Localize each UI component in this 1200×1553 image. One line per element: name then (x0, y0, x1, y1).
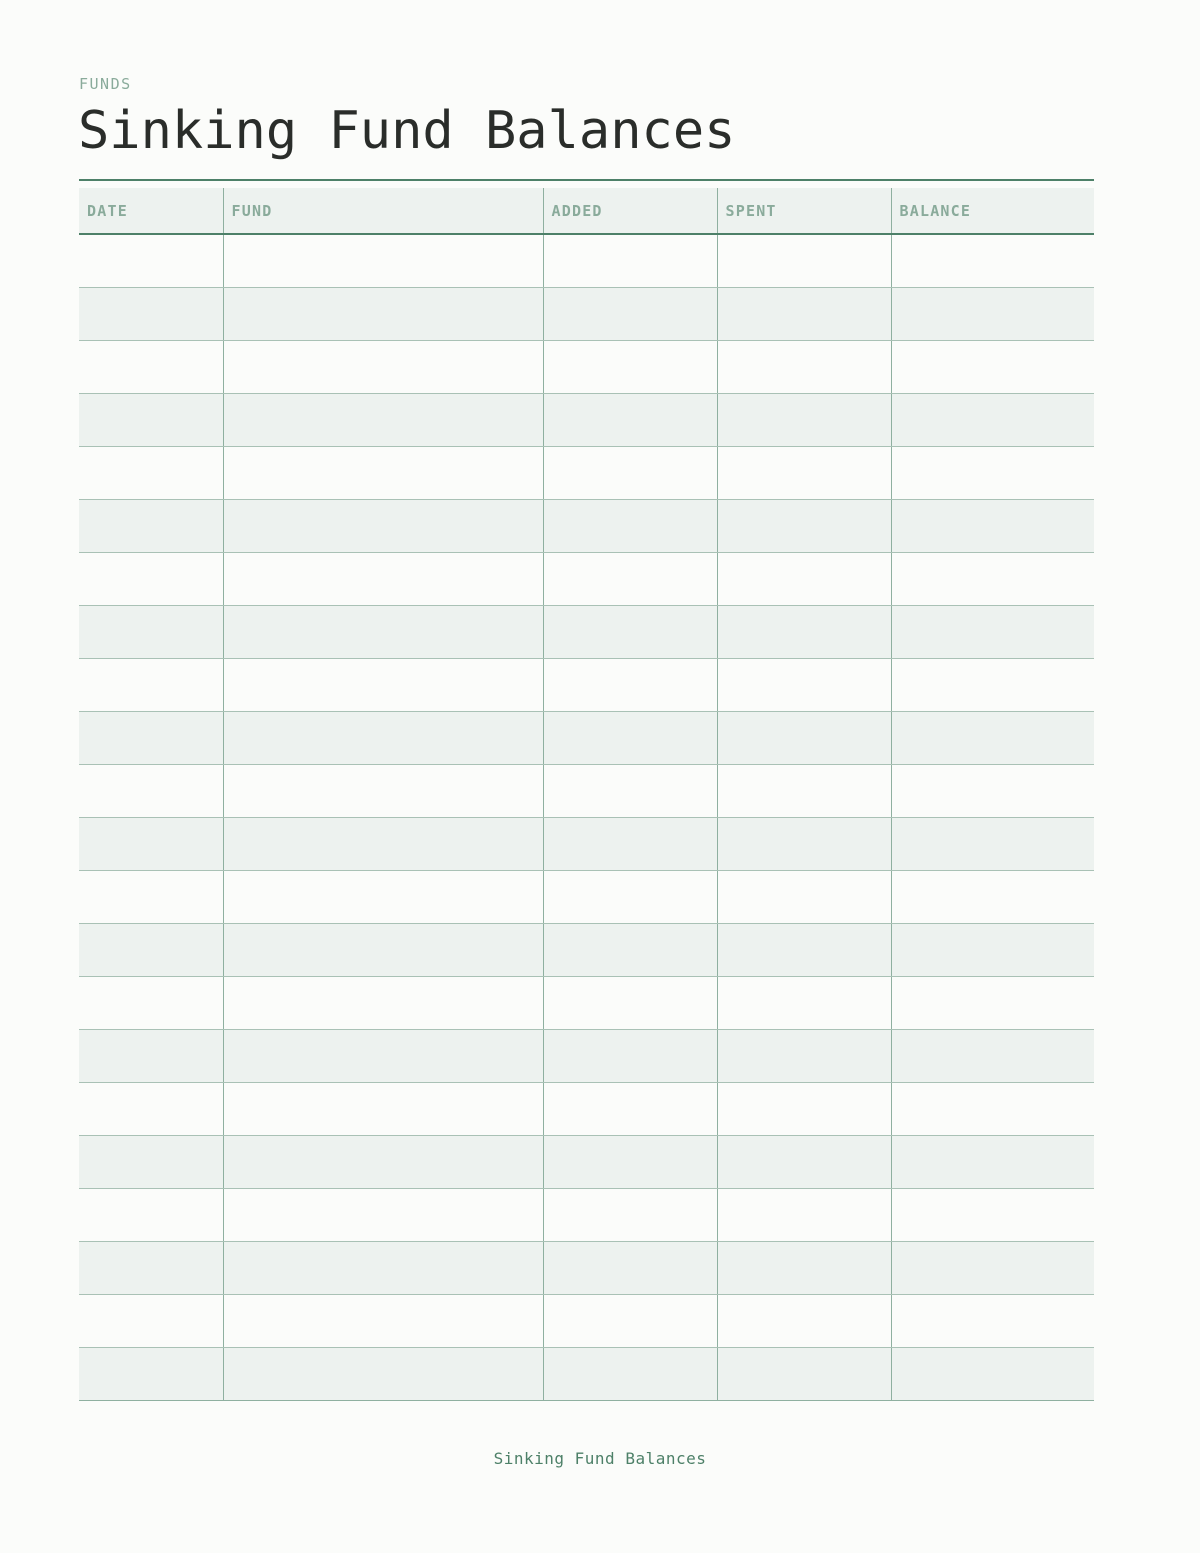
cell-added[interactable] (543, 870, 717, 923)
cell-spent[interactable] (717, 711, 891, 764)
cell-balance[interactable] (891, 817, 1094, 870)
table-row (79, 340, 1094, 393)
cell-added[interactable] (543, 393, 717, 446)
table-row (79, 1347, 1094, 1400)
table-row (79, 552, 1094, 605)
table-row (79, 711, 1094, 764)
cell-balance[interactable] (891, 234, 1094, 287)
cell-fund[interactable] (223, 764, 543, 817)
table-row (79, 1294, 1094, 1347)
cell-date[interactable] (79, 287, 223, 340)
cell-fund[interactable] (223, 1347, 543, 1400)
cell-fund[interactable] (223, 923, 543, 976)
cell-balance[interactable] (891, 1294, 1094, 1347)
cell-spent[interactable] (717, 605, 891, 658)
cell-date[interactable] (79, 234, 223, 287)
cell-spent[interactable] (717, 446, 891, 499)
table-header-row (79, 188, 1094, 234)
cell-added[interactable] (543, 605, 717, 658)
cell-date[interactable] (79, 976, 223, 1029)
cell-balance[interactable] (891, 340, 1094, 393)
cell-spent[interactable] (717, 340, 891, 393)
cell-fund[interactable] (223, 499, 543, 552)
cell-balance[interactable] (891, 764, 1094, 817)
cell-spent[interactable] (717, 393, 891, 446)
cell-date[interactable] (79, 446, 223, 499)
table-row (79, 605, 1094, 658)
cell-balance[interactable] (891, 1188, 1094, 1241)
cell-balance[interactable] (891, 446, 1094, 499)
cell-spent[interactable] (717, 658, 891, 711)
cell-balance[interactable] (891, 605, 1094, 658)
column-header-spent: SPENT (717, 188, 891, 234)
cell-added[interactable] (543, 658, 717, 711)
cell-date[interactable] (79, 658, 223, 711)
table-row (79, 817, 1094, 870)
cell-balance[interactable] (891, 287, 1094, 340)
cell-balance[interactable] (891, 870, 1094, 923)
cell-balance[interactable] (891, 1241, 1094, 1294)
table-row (79, 499, 1094, 552)
cell-balance[interactable] (891, 658, 1094, 711)
cell-added[interactable] (543, 1082, 717, 1135)
cell-fund[interactable] (223, 552, 543, 605)
cell-added[interactable] (543, 1241, 717, 1294)
cell-spent[interactable] (717, 1135, 891, 1188)
cell-fund[interactable] (223, 393, 543, 446)
cell-added[interactable] (543, 287, 717, 340)
cell-spent[interactable] (717, 1294, 891, 1347)
cell-date[interactable] (79, 923, 223, 976)
cell-spent[interactable] (717, 1029, 891, 1082)
table-row (79, 1188, 1094, 1241)
cell-spent[interactable] (717, 1241, 891, 1294)
cell-fund[interactable] (223, 711, 543, 764)
table-row (79, 658, 1094, 711)
table-row (79, 764, 1094, 817)
cell-added[interactable] (543, 711, 717, 764)
cell-fund[interactable] (223, 446, 543, 499)
cell-added[interactable] (543, 1029, 717, 1082)
title-divider (79, 179, 1094, 181)
cell-date[interactable] (79, 1188, 223, 1241)
cell-spent[interactable] (717, 817, 891, 870)
column-header-date: DATE (79, 188, 223, 234)
cell-fund[interactable] (223, 1294, 543, 1347)
column-header-fund: FUND (223, 188, 543, 234)
cell-date[interactable] (79, 1294, 223, 1347)
cell-balance[interactable] (891, 393, 1094, 446)
cell-spent[interactable] (717, 870, 891, 923)
cell-date[interactable] (79, 605, 223, 658)
cell-date[interactable] (79, 393, 223, 446)
cell-balance[interactable] (891, 711, 1094, 764)
cell-added[interactable] (543, 817, 717, 870)
cell-added[interactable] (543, 1135, 717, 1188)
cell-date[interactable] (79, 817, 223, 870)
cell-added[interactable] (543, 1294, 717, 1347)
cell-balance[interactable] (891, 1029, 1094, 1082)
cell-balance[interactable] (891, 499, 1094, 552)
table-row (79, 393, 1094, 446)
fund-ledger-table (79, 188, 1094, 1401)
cell-spent[interactable] (717, 499, 891, 552)
cell-added[interactable] (543, 446, 717, 499)
cell-added[interactable] (543, 499, 717, 552)
cell-fund[interactable] (223, 1135, 543, 1188)
cell-balance[interactable] (891, 1135, 1094, 1188)
cell-date[interactable] (79, 1029, 223, 1082)
cell-date[interactable] (79, 1347, 223, 1400)
cell-date[interactable] (79, 1135, 223, 1188)
cell-fund[interactable] (223, 870, 543, 923)
cell-added[interactable] (543, 552, 717, 605)
cell-fund[interactable] (223, 340, 543, 393)
cell-added[interactable] (543, 234, 717, 287)
cell-added[interactable] (543, 1347, 717, 1400)
cell-fund[interactable] (223, 1241, 543, 1294)
cell-added[interactable] (543, 1188, 717, 1241)
column-header-added: ADDED (543, 188, 717, 234)
cell-date[interactable] (79, 499, 223, 552)
cell-date[interactable] (79, 1082, 223, 1135)
cell-added[interactable] (543, 340, 717, 393)
table-row (79, 870, 1094, 923)
cell-date[interactable] (79, 711, 223, 764)
table-row (79, 287, 1094, 340)
cell-spent[interactable] (717, 976, 891, 1029)
cell-fund[interactable] (223, 658, 543, 711)
section-eyebrow: FUNDS (79, 75, 132, 93)
cell-balance[interactable] (891, 1082, 1094, 1135)
cell-balance[interactable] (891, 1347, 1094, 1400)
cell-fund[interactable] (223, 234, 543, 287)
cell-balance[interactable] (891, 552, 1094, 605)
cell-fund[interactable] (223, 1082, 543, 1135)
page-title: Sinking Fund Balances (78, 101, 736, 161)
cell-spent[interactable] (717, 764, 891, 817)
cell-spent[interactable] (717, 923, 891, 976)
table-row (79, 234, 1094, 287)
table-row (79, 446, 1094, 499)
table-row (79, 923, 1094, 976)
cell-spent[interactable] (717, 1347, 891, 1400)
cell-spent[interactable] (717, 234, 891, 287)
cell-date[interactable] (79, 552, 223, 605)
cell-fund[interactable] (223, 1029, 543, 1082)
cell-date[interactable] (79, 870, 223, 923)
table-row (79, 1082, 1094, 1135)
cell-fund[interactable] (223, 287, 543, 340)
cell-fund[interactable] (223, 976, 543, 1029)
cell-spent[interactable] (717, 1188, 891, 1241)
table-row (79, 1029, 1094, 1082)
table-row (79, 1135, 1094, 1188)
cell-added[interactable] (543, 976, 717, 1029)
table-row (79, 976, 1094, 1029)
cell-date[interactable] (79, 764, 223, 817)
cell-fund[interactable] (223, 817, 543, 870)
column-header-balance: BALANCE (891, 188, 1094, 234)
cell-date[interactable] (79, 340, 223, 393)
table-body (79, 234, 1094, 1400)
cell-balance[interactable] (891, 923, 1094, 976)
cell-spent[interactable] (717, 1082, 891, 1135)
table-row (79, 1241, 1094, 1294)
cell-fund[interactable] (223, 1188, 543, 1241)
page-footer: Sinking Fund Balances (493, 1449, 707, 1468)
cell-spent[interactable] (717, 552, 891, 605)
cell-date[interactable] (79, 1241, 223, 1294)
cell-spent[interactable] (717, 287, 891, 340)
cell-added[interactable] (543, 764, 717, 817)
cell-balance[interactable] (891, 976, 1094, 1029)
cell-fund[interactable] (223, 605, 543, 658)
cell-added[interactable] (543, 923, 717, 976)
